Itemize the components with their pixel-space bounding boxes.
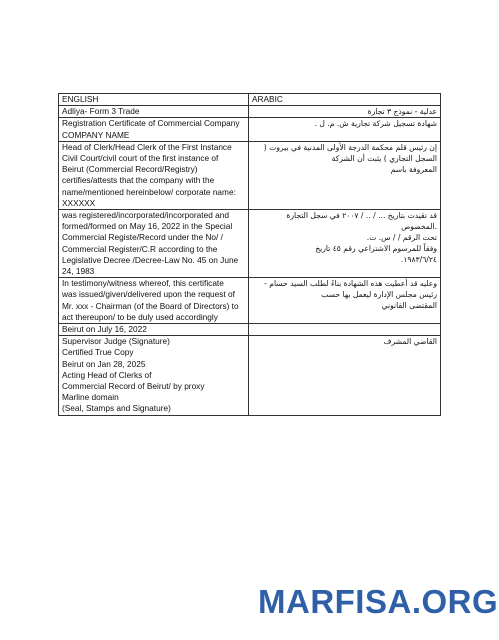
table-row — [59, 106, 441, 118]
cell-english-certifies: Head of Clerk/Head Clerk of the First Instance Civil Court/civil court of the first instance of Beirut (Commercial Record/Registry) certifies/attests that the company with the name/mentioned hereinbelow/ corporate name: XXXXXX — [59, 141, 249, 209]
cell-english-form: Adliya- Form 3 Trade — [59, 106, 249, 118]
cell-arabic-form: عدلية - نموذج ٣ تجارة — [249, 106, 441, 118]
header-english: ENGLISH — [59, 94, 249, 106]
cell-english-title: Registration Certificate of Commercial Company COMPANY NAME — [59, 118, 249, 141]
table-row — [59, 210, 441, 278]
cell-arabic-signature: القاضي المشرف — [249, 336, 441, 415]
header-arabic: ARABIC — [249, 94, 441, 106]
marfisa-logo: MARFISA.ORG — [258, 583, 499, 620]
cell-english-testimony: In testimony/witness whereof, this certificate was issued/given/delivered upon the request of Mr. xxx - Chairman (of the Board of Directors) to act thereupon/ to be duly used accordingly — [59, 278, 249, 324]
cell-english-registered: was registered/incorporated/incorporated and formed/formed on May 16, 2022 in the Special Commercial Registe/Record under the No/ / Commercial Register/C.R according to the Legislative Decree /Decree-Law No. 45 on June 24, 1983 — [59, 210, 249, 278]
table-row — [59, 336, 441, 415]
table-row — [59, 118, 441, 141]
table-row — [59, 324, 441, 336]
table-row — [59, 278, 441, 324]
cell-english-signature: Supervisor Judge (Signature) Certified True Copy Beirut on Jan 28, 2025 Acting Head of Clerks of Commercial Record of Beirut/ by proxy Marline domain (Seal, Stamps and Signature) — [59, 336, 249, 415]
translation-table — [58, 93, 441, 416]
table-header-row — [59, 94, 441, 106]
cell-arabic-title: شهادة تسجيل شركة تجارية ش. م. ل . — [249, 118, 441, 141]
cell-arabic-registered: قد تقيدت بتاريخ ... / .. / ٢٠٠٧ في سجل التجارة .المخصوص تحت الرقم / / س. ت. وفقاً للمرسوم الاشتراعي رقم ٤٥ تاريخ ١٩٨٣/٦/٢٤. — [249, 210, 441, 278]
table-row — [59, 141, 441, 209]
cell-arabic-certifies: إن رئيس قلم محكمة الدرجة الأولى المدنية في بيروت ( السجل التجاري ) يثبت أن الشركة المعروفة باسم — [249, 141, 441, 209]
cell-arabic-date — [249, 324, 441, 336]
cell-arabic-testimony: وعليه قد أعطيت هذه الشهادة بناءً لطلب السيد حسام - رئيس مجلس الإدارة ليعمل بها حسب المقتضى القانوني — [249, 278, 441, 324]
cell-english-date: Beirut on July 16, 2022 — [59, 324, 249, 336]
